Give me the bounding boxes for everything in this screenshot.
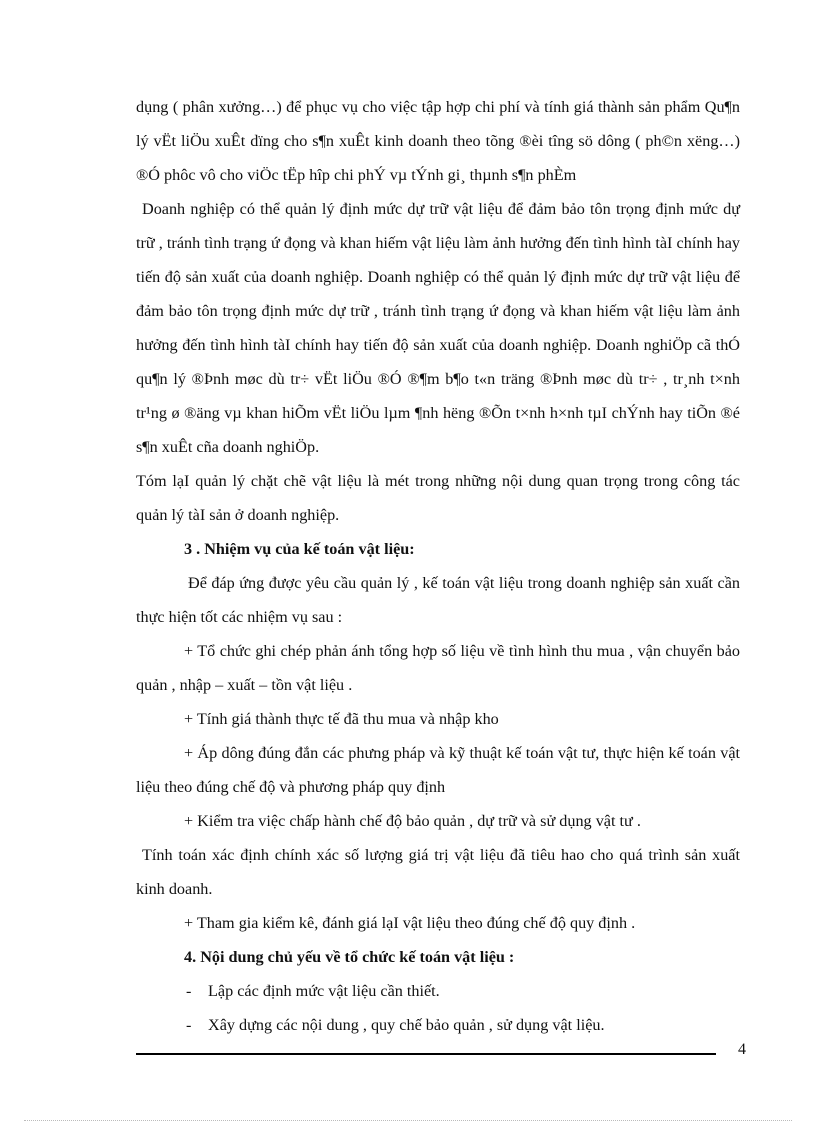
bullet-text: Xây dựng các nội dung , quy chế bảo quản , sử dụng vật liệu. bbox=[208, 1016, 605, 1034]
page-bottom-border bbox=[24, 1120, 792, 1121]
page-body bbox=[136, 90, 740, 1042]
bullet-text: Lập các định mức vật liệu cần thiết. bbox=[208, 982, 440, 1000]
task-item: + Tham gia kiểm kê, đánh giá lạI vật liệu theo đúng chế độ quy định . bbox=[184, 914, 636, 932]
page-number: 4 bbox=[738, 1041, 746, 1058]
bullet-item bbox=[136, 974, 740, 1008]
task-note: Tính toán xác định chính xác số lượng giá trị vật liệu đã tiêu hao cho quá trình sản xuất kinh doanh. bbox=[136, 846, 740, 898]
paragraph-continuation: dụng ( phân xưởng…) để phục vụ cho việc tập hợp chi phí và tính giá thành sản phẩm Qu¶n lý vËt liÖu xuÊt dïng cho s¶n xuÊt kinh doanh theo tõng ®èi tîng sö dông ( ph©n xëng…) ®Ó phôc vô cho viÖc tËp hîp chi phÝ vµ tÝnh gi¸ thµnh s¶n phÈm bbox=[136, 98, 740, 184]
task-item: + Kiểm tra việc chấp hành chế độ bảo quản , dự trữ và sử dụng vật tư . bbox=[184, 812, 641, 830]
paragraph-summary: Tóm lạI quản lý chặt chẽ vật liệu là mét trong những nội dung quan trọng trong công tác quản lý tàI sản ở doanh nghiệp. bbox=[136, 472, 740, 524]
bullet-item bbox=[136, 1008, 740, 1042]
task-item: + Tính giá thành thực tế đã thu mua và nhập kho bbox=[184, 710, 499, 728]
paragraph-inventory-management: Doanh nghiệp có thể quản lý định mức dự trữ vật liệu để đảm bảo tôn trọng định mức dự trữ , tránh tình trạng ứ đọng và khan hiếm vật liệu làm ảnh hưởng đến tình hình tàI chính hay tiến độ sản xuất của doanh nghiệp. Doanh nghiệp có thể quản lý định mức dự trữ vật liệu để đảm bảo tôn trọng định mức dự trữ , tránh tình trạng ứ đọng và khan hiếm vật liệu làm ảnh hưởng đến tình hình tàI chính hay tiến độ sản xuất của doanh nghiệp. Doanh nghiÖp cã thÓ qu¶n lý ®Þnh møc dù tr÷ vËt liÖu ®Ó ®¶m b¶o t«n träng ®Þnh møc dù tr÷ , tr¸nh t×nh tr¹ng ø ®äng vµ khan hiÕm vËt liÖu lµm ¶nh hëng ®Õn t×nh h×nh tµI chÝnh hay tiÕn ®é s¶n xuÊt cña doanh nghiÖp. bbox=[136, 200, 740, 456]
footer-rule bbox=[136, 1053, 716, 1055]
task-item: + Áp dông đúng đắn các phưng pháp và kỹ thuật kế toán vật tư, thực hiện kế toán vật liệu theo đúng chế độ và phương pháp quy định bbox=[136, 744, 740, 796]
section-3-heading: 3 . Nhiệm vụ của kế toán vật liệu: bbox=[184, 540, 415, 558]
bullet-mark: - bbox=[186, 982, 192, 1000]
task-item: + Tổ chức ghi chép phản ánh tổng hợp số liệu về tình hình thu mua , vận chuyển bảo quản , nhập – xuất – tồn vật liệu . bbox=[136, 642, 740, 694]
section-4-heading: 4. Nội dung chủ yếu về tổ chức kế toán vật liệu : bbox=[184, 948, 515, 966]
bullet-mark: - bbox=[186, 1016, 192, 1034]
section-3-intro: Để đáp ứng được yêu cầu quản lý , kế toán vật liệu trong doanh nghiệp sản xuất cần thực hiện tốt các nhiệm vụ sau : bbox=[136, 574, 740, 626]
